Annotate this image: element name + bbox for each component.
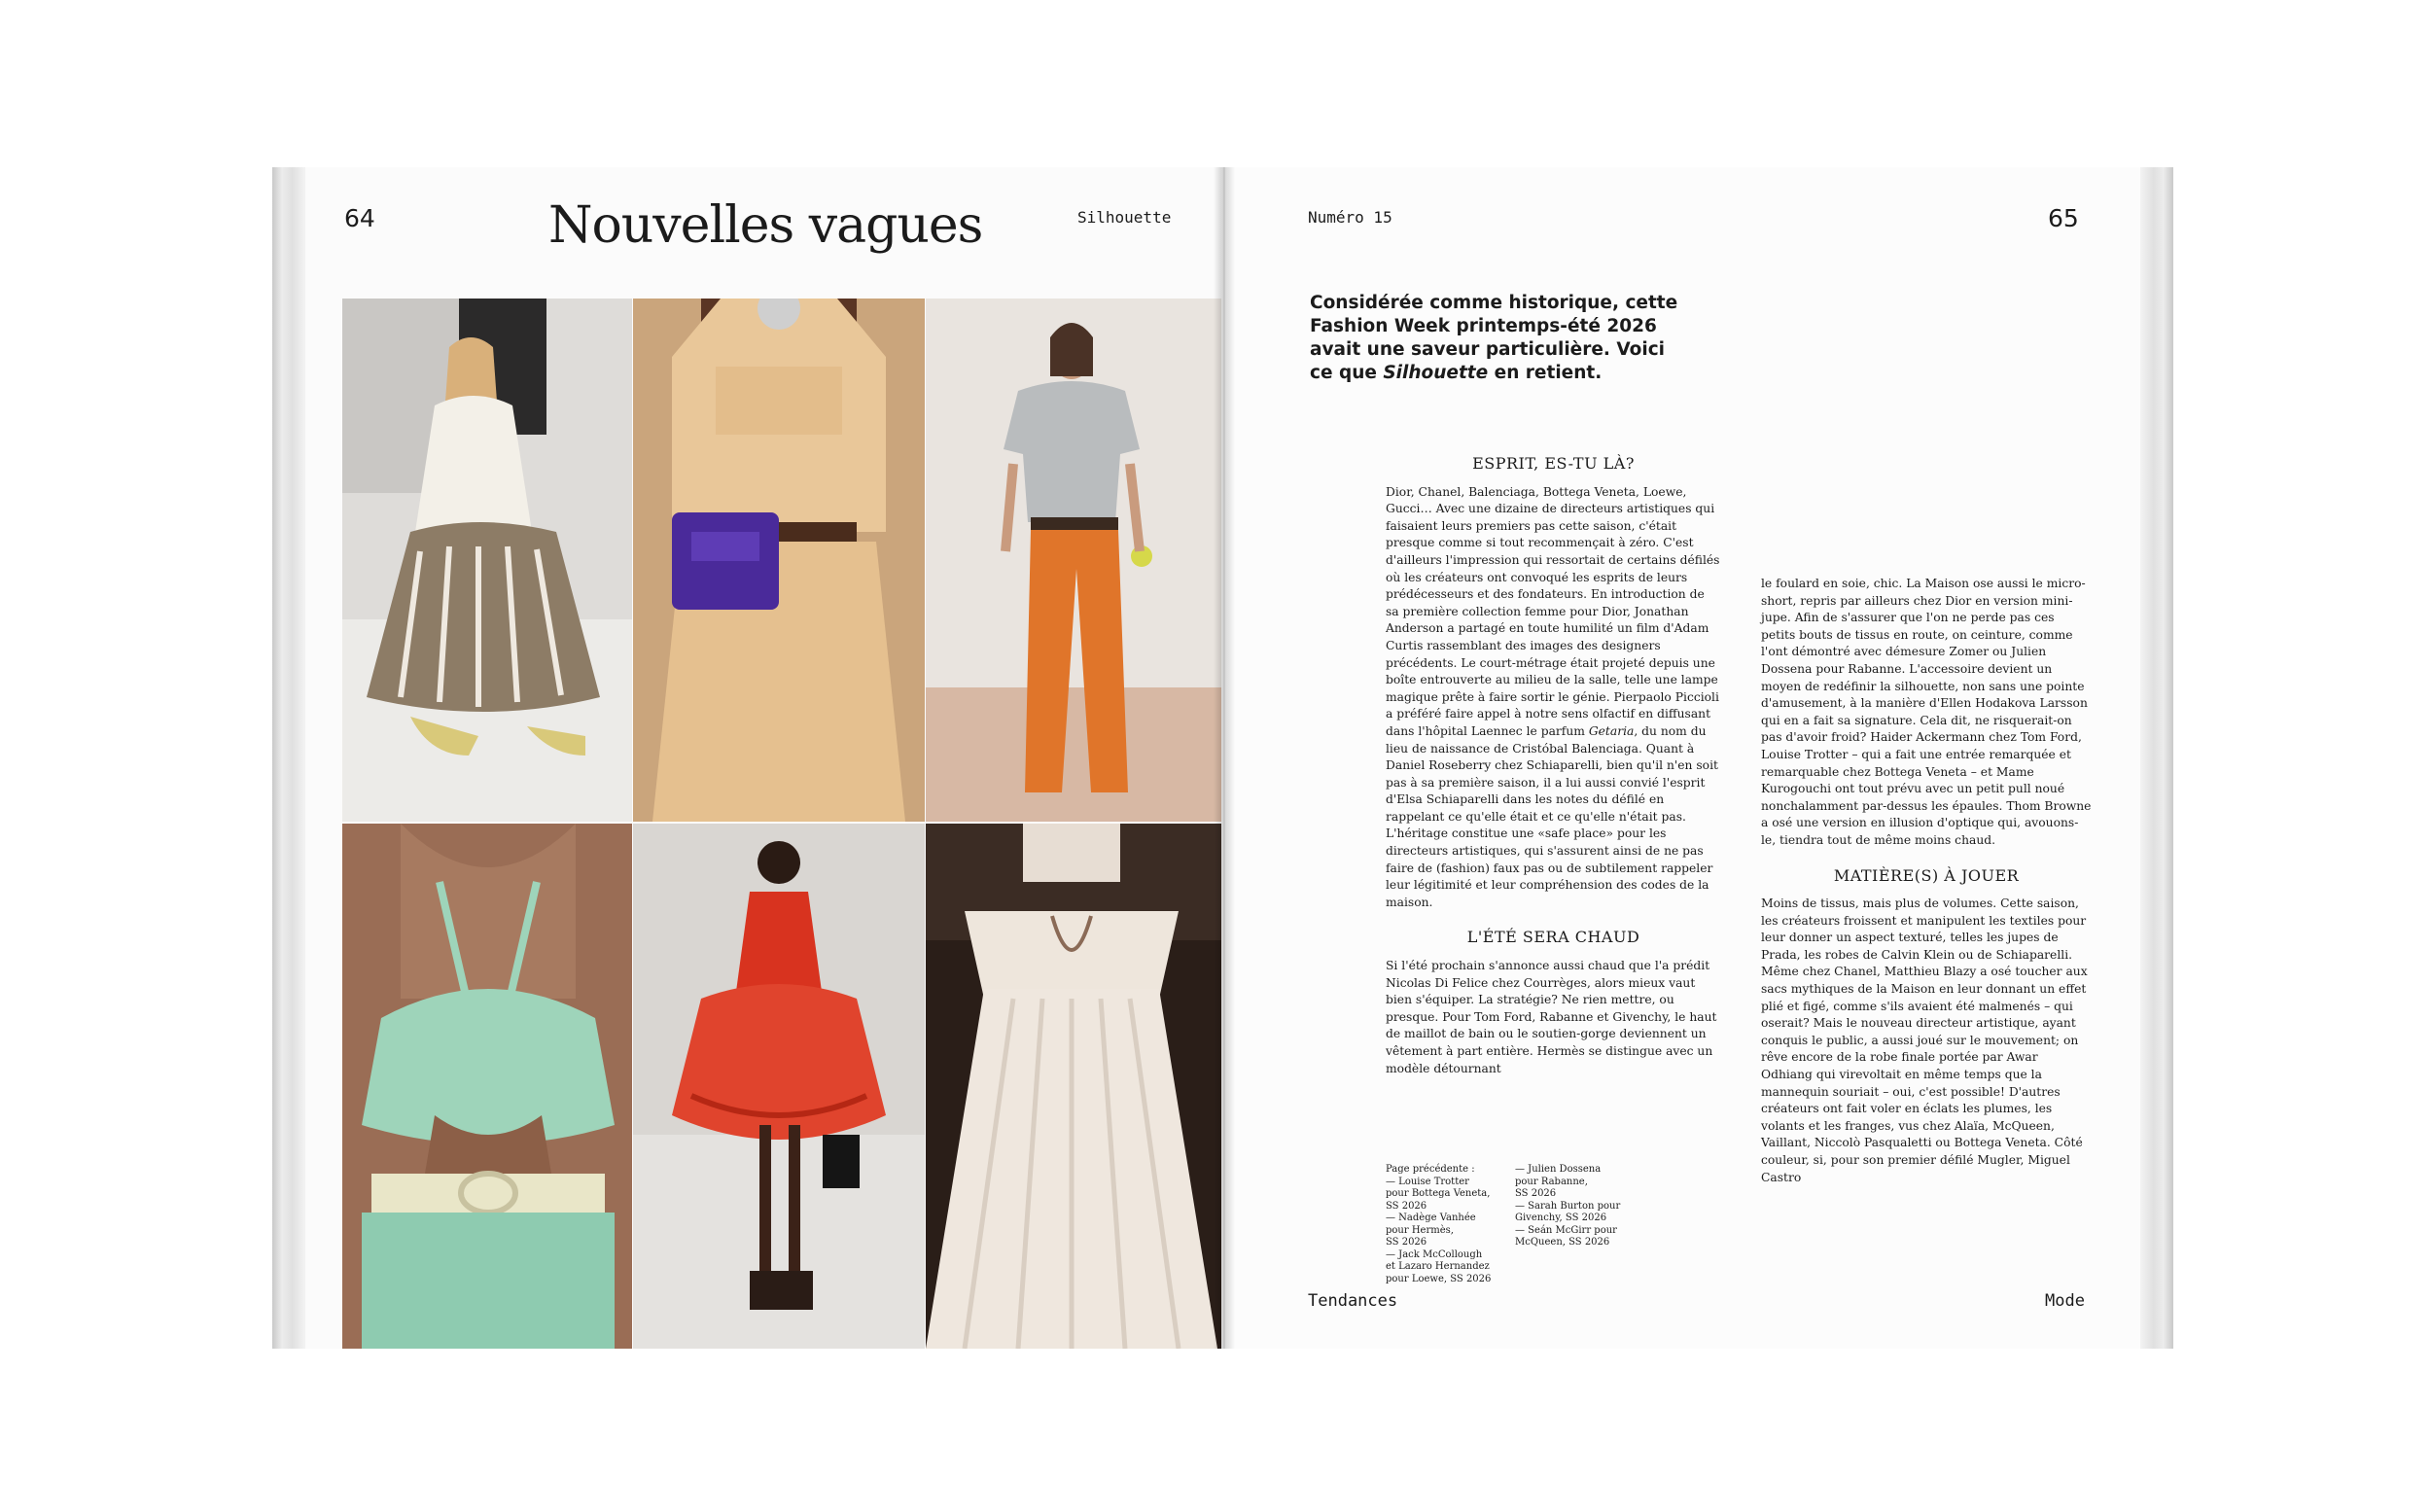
- intro-text-end: en retient.: [1488, 363, 1603, 383]
- page-title: Nouvelles vagues: [548, 196, 983, 255]
- page-edge-right: [2140, 167, 2173, 1349]
- footer-right: Mode: [2045, 1291, 2085, 1311]
- body-text: Dior, Chanel, Balenciaga, Bottega Veneta, Loewe, Gucci… Avec une dizaine de directeurs artistiques qui faisaient leurs premiers pas cette saison, c'était presque comme si tout recommençait à zéro. C'est d'ailleurs l'impression qui ressortait de certains défilés où les créateurs ont convoqué les esprits de leurs prédécesseurs et des fondateurs. En introduction de sa première collection femme pour Dior, Jonathan Anderson a partagé en toute humilité un film d'Adam Curtis rassemblant des images des designers précédents. Le court-métrage était projeté depuis une boîte entrouverte au milieu de la salle, telle une lampe magique prête à faire sortir le génie. Pierpaolo Piccioli a préféré faire appel à notre sens olfactif en diffusant dans l'hôpital Laennec le parfum: [1386, 484, 1720, 738]
- article-column-1: [1386, 455, 1721, 1077]
- intro-paragraph: [1310, 292, 1679, 385]
- body-emphasis: Getaria: [1588, 723, 1635, 738]
- intro-emphasis: Silhouette: [1383, 363, 1489, 383]
- section-body: [1386, 484, 1721, 912]
- magazine-spread: [272, 167, 2173, 1349]
- section-body: Si l'été prochain s'annonce aussi chaud que l'a prédit Nicolas Di Felice chez Courrèges, alors mieux vaut bien s'équiper. La stratégie? Ne rien mettre, ou presque. Pour Tom Ford, Rabanne et Givenchy, le haut de maillot de bain ou le soutien-gorge deviennent un vêtement à part entière. Hermès se distingue avec un modèle détournant: [1386, 959, 1717, 1075]
- caption-text: Page précédente : — Louise Trotter pour Bottega Veneta, SS 2026 — Nadège Vanhée pour Hermès, SS 2026 — Jack McCollough et Lazaro Hernandez pour Loewe, SS 2026: [1386, 1164, 1492, 1284]
- runway-photo-mint-top: [342, 824, 632, 1349]
- page-number-left: 64: [344, 204, 375, 232]
- photo-caption-1: [1386, 1164, 1507, 1285]
- section-body: Moins de tissus, mais plus de volumes. Cette saison, les créateurs froissent et manipulent les textiles pour leur donner un aspect texturé, telles les jupes de Prada, les robes de Calvin Klein ou de Schiaparelli. Même chez Chanel, Matthieu Blazy a osé toucher aux sacs mythiques de la Maison en leur donnant un effet plié et figé, comme s'ils avaient été malmenés – qui oserait? Mais le nouveau directeur artistique, ayant conquis le public, a aussi joué sur le mouvement; on rêve encore de la robe finale portée par Awar Odhiang qui virevoltait en même temps que la mannequin souriait – oui, c'est possible! D'autres créateurs ont fait voler en éclats les plumes, les volants et les franges, vus chez Alaïa, McQueen, Vaillant, Niccolò Pasqualetti ou Bottega Veneta. Côté couleur, si, pour son premier défilé Mugler, Miguel Castro: [1761, 897, 2088, 1184]
- body-text-end: , du nom du lieu de naissance de Cristóbal Balenciaga. Quant à Daniel Roseberry chez Schiaparelli, bien qu'il n'en soit pas à sa première saison, il a lui aussi convié l'esprit d'Elsa Schiaparelli dans les notes du défilé en rappelant ce qu'elle était et ce qu'elle n'était pas. L'héritage constitue une «safe place» pour les directeurs artistiques, qui s'assurent ainsi de ne pas faire de (fashion) faux pas ou de subtilement rappeler leur légitimité et leur compréhension des codes de la maison.: [1386, 723, 1718, 909]
- runway-photo-feather-skirt: [342, 299, 632, 822]
- footer-left: Tendances: [1308, 1291, 1398, 1311]
- runway-photo-white-pleated-dress: [926, 824, 1221, 1349]
- right-page: [1228, 167, 2140, 1349]
- intro-text: Considérée comme historique, cette Fashion Week printemps-été 2026 avait une saveur particulière. Voici ce que: [1310, 293, 1678, 383]
- section-heading: MATIÈRE(S) À JOUER: [1833, 865, 2020, 885]
- section-body: le foulard en soie, chic. La Maison ose aussi le micro-short, repris par ailleurs chez Dior en version mini-jupe. Afin de s'assurer que l'on ne perde pas ces petits bouts de tissus en route, on ceinture, comme l'ont démontré avec démesure Zomer ou Julien Dossena pour Rabanne. L'accessoire devient un moyen de redéfinir la silhouette, non sans une pointe d'amusement, à la manière d'Ellen Hodakova Larsson qui en a fait sa signature. Cela dit, ne risquerait-on pas d'avoir froid? Haider Ackermann chez Tom Ford, Louise Trotter – qui a fait une entrée remarquée et remarquable chez Bottega Veneta – et Mame Kurogouchi ont tout prévu avec un petit pull noué nonchalamment par-dessus les épaules. Thom Browne a osé une version en illusion d'optique qui, avouons-le, tiendra tout de même moins chaud.: [1761, 577, 2092, 847]
- page-edge-left: [272, 167, 305, 1349]
- caption-text: — Julien Dossena pour Rabanne, SS 2026 — Sarah Burton pour Givenchy, SS 2026 — Seán McGirr pour McQueen, SS 2026: [1515, 1164, 1621, 1248]
- page-number-right: 65: [2048, 204, 2079, 232]
- left-page: [305, 167, 1221, 1349]
- issue-label: Numéro 15: [1308, 208, 1392, 227]
- section-heading: L'ÉTÉ SERA CHAUD: [1466, 928, 1640, 947]
- article-column-2: [1761, 576, 2092, 1186]
- runway-photo-orange-trousers: [926, 299, 1221, 822]
- photo-caption-2: [1515, 1164, 1637, 1249]
- section-label: Silhouette: [1077, 208, 1172, 227]
- spine-shadow: [1214, 167, 1235, 1349]
- runway-photo-red-dress: [633, 824, 925, 1349]
- section-heading: ESPRIT, ES-TU LÀ?: [1472, 454, 1635, 473]
- runway-photo-purple-bag: [633, 299, 925, 822]
